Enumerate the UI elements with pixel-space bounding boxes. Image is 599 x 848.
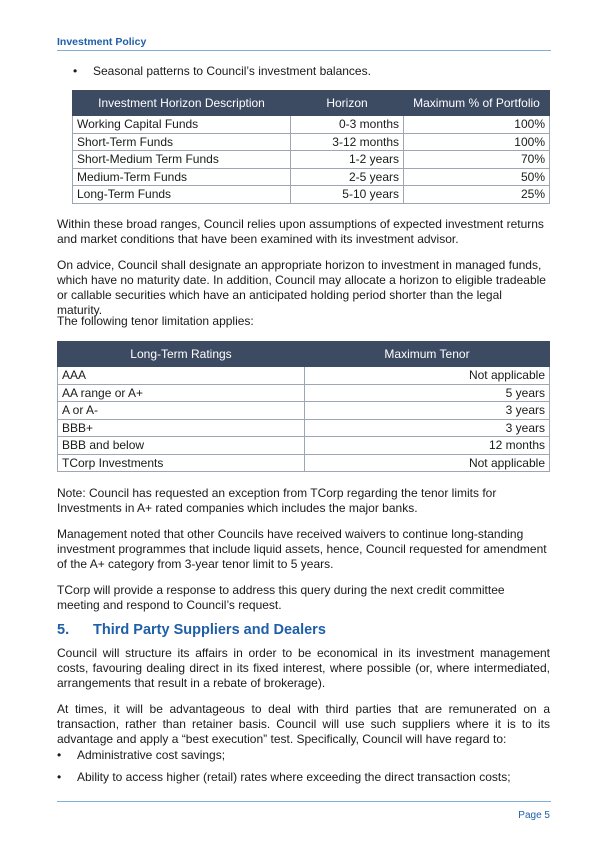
column-header: Maximum Tenor [305,342,550,367]
table-cell: 2-5 years [291,168,404,186]
table-cell: 3 years [305,419,550,437]
column-header: Long-Term Ratings [58,342,305,367]
column-header: Horizon [291,91,404,116]
list-item-text: Administrative cost savings; [77,748,226,762]
table-cell: AA range or A+ [58,384,305,402]
tenor-limitation-table [57,341,550,472]
table-row [73,151,550,169]
table-cell: Medium-Term Funds [73,168,291,186]
table-cell: Short-Medium Term Funds [73,151,291,169]
list-item [57,770,511,784]
table-cell: 5-10 years [291,186,404,204]
table-cell: AAA [58,367,305,385]
paragraph: On advice, Council shall designate an appropriate horizon to investment in managed funds, which have no maturity date. In addition, Council may allocate a horizon to eligible tradeable or callable securities which have an anticipated holding period shorter than the legal maturity. [57,258,546,317]
header-divider [57,50,551,51]
table-row [58,367,550,385]
table-row [58,384,550,402]
table-cell: Working Capital Funds [73,116,291,134]
investment-horizon-table [72,90,550,204]
section-title: Third Party Suppliers and Dealers [93,622,326,638]
table-row [73,168,550,186]
bullet-icon: • [57,770,62,784]
table-row [58,454,550,472]
table-cell: 3 years [305,402,550,420]
table-row [58,437,550,455]
table-header-row [58,342,550,367]
table-cell: Not applicable [305,454,550,472]
table-cell: 50% [404,168,550,186]
paragraph: Within these broad ranges, Council relies upon assumptions of expected investment returns and market conditions that have been examined with its investment advisor. [57,217,544,246]
list-item [73,64,371,78]
section-number: 5. [57,622,70,638]
bullet-icon: • [57,748,62,762]
table-cell: 5 years [305,384,550,402]
list-item [57,748,225,762]
paragraph: At times, it will be advantageous to deal with third parties that are remunerated on a transaction, rather than retainer basis. Council will use such suppliers where it is to its advantage and apply a “best execution” test. Specifically, Council will have regard to: [57,702,550,746]
table-row [58,419,550,437]
table-cell: BBB and below [58,437,305,455]
table-cell: A or A- [58,402,305,420]
paragraph: TCorp will provide a response to address this query during the next credit committee meeting and respond to Council’s request. [57,583,505,612]
paragraph: Management noted that other Councils have received waivers to continue long-standing investment programmes that include liquid assets, hence, Council requested for amendment of the A+ category from 3-year tenor limit to 5 years. [57,527,547,571]
document-header-title: Investment Policy [57,36,147,48]
footer-divider [57,801,551,802]
table-row [73,133,550,151]
bullet-icon: • [73,64,78,78]
list-item-text: Ability to access higher (retail) rates where exceeding the direct transaction costs; [77,770,511,784]
table-cell: Not applicable [305,367,550,385]
paragraph: Council will structure its affairs in order to be economical in its investment management costs, favouring dealing direct in its fixed interest, where possible (or, where intermediated, arrangements that result in a rebate of brokerage). [57,646,550,690]
table-cell: 3-12 months [291,133,404,151]
table-cell: BBB+ [58,419,305,437]
section-heading [57,622,326,638]
column-header: Maximum % of Portfolio [404,91,550,116]
list-item-text: Seasonal patterns to Council’s investment balances. [93,64,371,78]
table-header-row [73,91,550,116]
table-cell: 12 months [305,437,550,455]
table-cell: Short-Term Funds [73,133,291,151]
table-cell: 0-3 months [291,116,404,134]
table-row [73,116,550,134]
page-number: Page 5 [518,810,550,821]
table-cell: 70% [404,151,550,169]
table-cell: 100% [404,133,550,151]
table-cell: Long-Term Funds [73,186,291,204]
table-row [58,402,550,420]
table-cell: 25% [404,186,550,204]
table-row [73,186,550,204]
paragraph: The following tenor limitation applies: [57,314,254,328]
paragraph: Note: Council has requested an exception from TCorp regarding the tenor limits for Investments in A+ rated companies which includes the major banks. [57,486,497,515]
column-header: Investment Horizon Description [73,91,291,116]
table-cell: TCorp Investments [58,454,305,472]
table-cell: 100% [404,116,550,134]
table-cell: 1-2 years [291,151,404,169]
